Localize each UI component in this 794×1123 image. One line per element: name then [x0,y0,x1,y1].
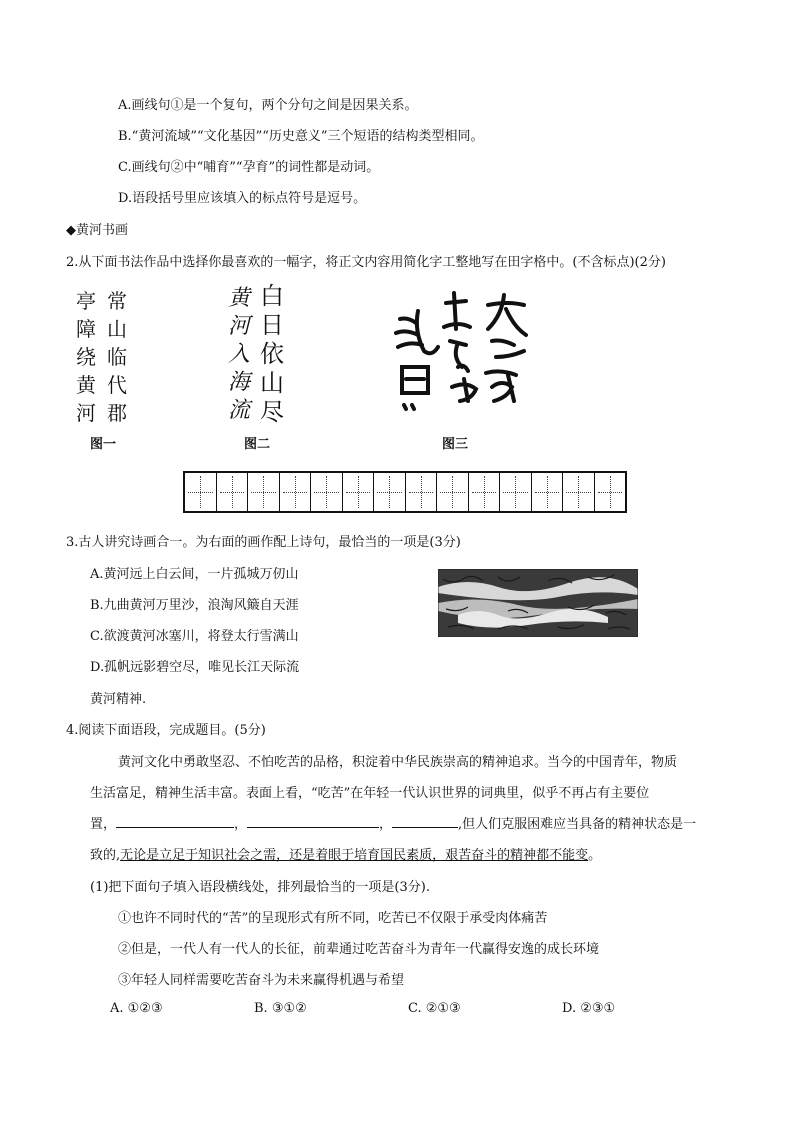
tianzige-cell[interactable] [185,473,217,511]
calligraphy-char: 河 [228,314,251,339]
fig3-caption: 图三 [442,437,469,452]
q4-choice-c[interactable]: C. ②①③ [408,1001,461,1016]
fig2-caption: 图二 [244,437,271,452]
text-fragment: 。 [588,848,602,863]
calligraphy-char: 日 [260,311,284,339]
tianzige-cell[interactable] [343,473,375,511]
q4-choice-d[interactable]: D. ②③① [562,1001,616,1016]
tianzige-cell[interactable] [469,473,501,511]
q3-option-b: B.九曲黄河万里沙，浪淘风簸自天涯 [90,598,299,613]
q4-sub1-stem: (1)把下面句子填入语段横线处，排列最恰当的一项是(3分). [90,880,430,895]
tianzige-cell[interactable] [595,473,626,511]
calligraphy-char: 常 [107,289,127,313]
tianzige-cell[interactable] [248,473,280,511]
calligraphy-char: 临 [107,345,127,369]
fig1-col-right [107,287,127,427]
q4-choice-a[interactable]: A. ①②③ [110,1001,163,1016]
tianzige-cell[interactable] [406,473,438,511]
q4-para-line2: 生活富足，精神生活丰富。表面上看，“吃苦”在年轻一代认识世界的词典里，似乎不再占有主要位 [90,786,650,801]
calligraphy-char: 山 [260,369,284,397]
fig3-cursive-strokes [388,283,533,423]
q1-option-a: A.画线句①是一个复句，两个分句之间是因果关系。 [118,98,418,113]
calligraphy-char: 障 [76,317,96,341]
fig1-col-left [76,287,96,427]
tianzige-cell[interactable] [563,473,595,511]
calligraphy-char: 亭 [76,289,96,313]
blank-3[interactable] [392,827,458,828]
blank-1[interactable] [116,827,234,828]
q4-para-line4 [90,844,601,863]
calligraphy-char: 海 [228,370,251,395]
calligraphy-char: 流 [228,398,251,423]
underlined-sentence: 无论是立足于知识社会之需，还是着眼于培育国民素质，艰苦奋斗的精神都不能变 [120,848,589,863]
q1-option-b: B.“黄河流域”“文化基因”“历史意义”三个短语的结构类型相同。 [118,129,484,144]
fig2-col-right [260,282,284,427]
section-title: ◆黄河书画 [66,223,128,238]
tianzige-cell[interactable] [437,473,469,511]
calligraphy-char: 黄 [76,373,96,397]
q3-option-c: C.欲渡黄河冰塞川，将登太行雪满山 [90,629,299,644]
tianzige-cell[interactable] [311,473,343,511]
q4-para-line1: 黄河文化中勇敢坚忍、不怕吃苦的品格，积淀着中华民族崇高的精神追求。当今的中国青年，物质 [118,755,678,770]
text-fragment: ， [379,817,393,832]
calligraphy-char: 河 [76,401,96,425]
calligraphy-char: 尽 [260,398,284,426]
q3-stem: 3.古人讲究诗画合一。为右面的画作配上诗句，最恰当的一项是(3分) [66,535,461,550]
q3-option-d: D.孤帆远影碧空尽，唯见长江天际流 [90,660,300,675]
tianzige-cell[interactable] [500,473,532,511]
tianzige-cell[interactable] [217,473,249,511]
calligraphy-char: 入 [228,342,251,367]
calligraphy-char: 白 [260,282,284,310]
tianzige-cell[interactable] [280,473,312,511]
calligraphy-char: 代 [107,373,127,397]
q4-sentence-2: ②但是，一代人有一代人的长征，前辈通过吃苦奋斗为青年一代赢得安逸的成长环境 [118,942,600,957]
q4-choice-b[interactable]: B. ③①② [254,1001,307,1016]
yellow-river-painting [438,569,638,637]
q4-sentence-1: ①也许不同时代的“苦”的呈现形式有所不同，吃苦已不仅限于承受肉体痛苦 [118,911,548,926]
text-fragment: 置， [90,817,117,832]
calligraphy-char: 依 [260,340,284,368]
q2-stem: 2.从下面书法作品中选择你最喜欢的一幅字，将正文内容用简化字工整地写在田字格中。(不含标点)(2分) [66,255,666,270]
text-fragment: ,但人们克服困难应当具备的精神状态是一 [458,817,697,832]
q4-stem: 4.阅读下面语段，完成题目。(5分) [66,723,266,738]
q4-sentence-3: ③年轻人同样需要吃苦奋斗为未来赢得机遇与希望 [118,973,405,988]
calligraphy-char: 绕 [76,345,96,369]
calligraphy-char: 黄 [228,286,251,311]
tianzige-cell[interactable] [374,473,406,511]
tianzige-grid[interactable] [183,471,627,513]
q4-para-line3 [90,813,696,832]
fig1-caption: 图一 [90,437,117,452]
calligraphy-char: 山 [107,317,127,341]
fig2-col-left [228,285,250,425]
blank-2[interactable] [247,827,379,828]
calligraphy-char: 郡 [107,401,127,425]
tianzige-cell[interactable] [532,473,564,511]
text-fragment: ， [234,817,248,832]
q3-option-a: A.黄河远上白云间，一片孤城万仞山 [90,567,299,582]
q1-option-d: D.语段括号里应该填入的标点符号是逗号。 [118,191,367,206]
q1-option-c: C.画线句②中“哺育”“孕育”的词性都是动词。 [118,160,380,175]
q3-tail: 黄河精神. [90,692,147,707]
text-fragment: 致的, [90,848,121,863]
